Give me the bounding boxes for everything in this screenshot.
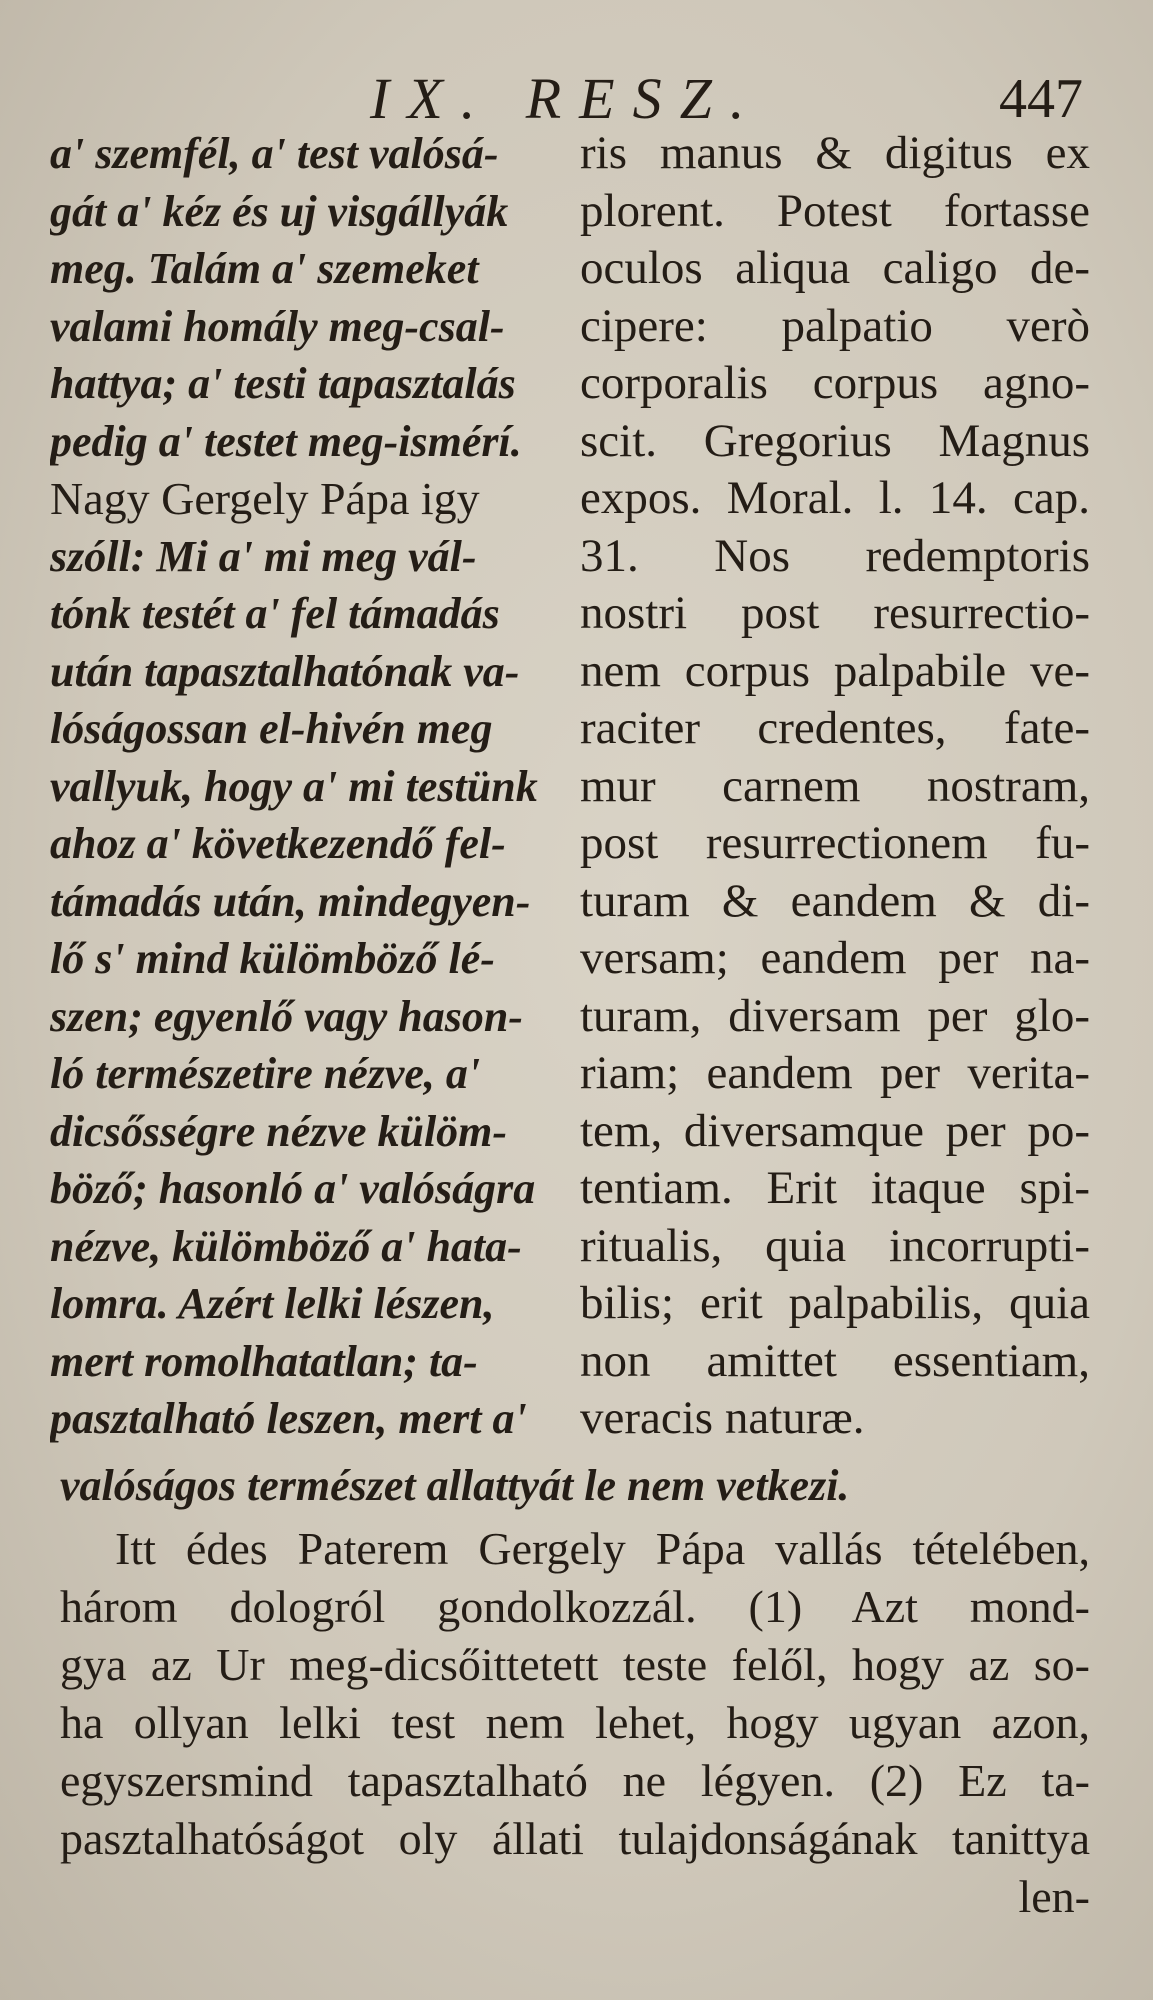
right-line: versam; eandem per na- (580, 932, 1090, 984)
left-line: nézve, külömböző a' hata- (50, 1221, 522, 1271)
left-line: vallyuk, hogy a' mi testünk (50, 761, 538, 811)
right-line: 31. Nos redemptoris (580, 529, 1090, 582)
right-line: bilis; erit palpabilis, quia (580, 1277, 1090, 1329)
right-line: tem, diversamque per po- (580, 1104, 1090, 1157)
right-line: nem corpus palpabile ve- (580, 644, 1090, 697)
left-line: gát a' kéz és uj visgállyák (50, 186, 509, 236)
right-line: tentiam. Erit itaque spi- (580, 1162, 1090, 1214)
spanning-italic-line: valóságos természet allattyát le nem vetkezi. (60, 1461, 850, 1510)
right-line: riam; eandem per verita- (580, 1047, 1090, 1099)
left-line: pasztalható leszen, mert a' (50, 1394, 527, 1443)
paragraph-line: gya az Ur meg-dicsőittetett teste felől, hogy az so- (60, 1639, 1090, 1690)
left-line: a' szemfél, a' test valósá- (50, 129, 499, 178)
right-line: scit. Gregorius Magnus (580, 414, 1090, 467)
right-line: non amittet essentiam, (580, 1334, 1090, 1387)
page-number: 447 (999, 68, 1083, 130)
left-line: után tapasztalhatónak va- (50, 646, 520, 696)
left-line: valami homály meg-csal- (50, 301, 505, 351)
left-line: hattya; a' testi tapasztalás (50, 359, 516, 408)
left-line: lomra. Azért lelki lészen, (50, 1279, 495, 1328)
right-line: plorent. Potest fortasse (580, 184, 1090, 237)
catchword: len- (1018, 1871, 1090, 1922)
left-line: szen; egyenlő vagy hason- (50, 991, 523, 1041)
paragraph-line: Itt édes Paterem Gergely Pápa vallás tételében, (115, 1523, 1090, 1574)
latin-column (580, 125, 1090, 1448)
left-line: meg. Talám a' szemeket (50, 244, 479, 293)
right-line: nostri post resurrectio- (580, 587, 1090, 639)
body-paragraph (60, 1520, 1090, 1926)
right-line: oculos aliqua caligo de- (580, 242, 1090, 294)
left-line: mert romolhatatlan; ta- (50, 1336, 478, 1386)
left-line: ahoz a' következendő fel- (50, 819, 506, 868)
page-header (0, 55, 1153, 135)
right-line: raciter credentes, fate- (580, 702, 1090, 754)
left-line: ló természetire nézve, a' (50, 1049, 481, 1098)
right-line: ris manus & digitus ex (580, 127, 1090, 179)
right-line: ritualis, quia incorrupti- (580, 1219, 1090, 1272)
left-line: Nagy Gergely Pápa igy (50, 473, 480, 524)
paragraph-line: egyszersmind tapasztalható ne légyen. (2) Ez ta- (60, 1755, 1090, 1806)
left-line: pedig a' testet meg-ismérí. (50, 416, 522, 466)
right-line: cipere: palpatio verò (580, 299, 1090, 352)
right-line: expos. Moral. l. 14. cap. (580, 472, 1090, 524)
left-line: támadás után, mindegyen- (50, 876, 531, 926)
right-line: post resurrectionem fu- (580, 817, 1090, 869)
running-head: IX. RESZ. (370, 66, 763, 131)
left-line: szóll: Mi a' mi meg vál- (50, 531, 477, 581)
left-line: dicsősségre nézve külöm- (50, 1106, 508, 1156)
left-line: lő s' mind külömböző lé- (50, 934, 495, 983)
right-line: turam & eandem & di- (580, 874, 1090, 927)
paragraph-line: pasztalhatóságot oly állati tulajdonságának tanittya (60, 1813, 1090, 1864)
right-line: turam, diversam per glo- (580, 989, 1090, 1042)
right-line: corporalis corpus agno- (580, 357, 1090, 409)
left-line: böző; hasonló a' valóságra (50, 1164, 536, 1213)
left-line: lóságossan el-hivén meg (50, 704, 493, 753)
hungarian-column (50, 125, 560, 1448)
left-line: tónk testét a' fel támadás (50, 589, 500, 638)
right-line: veracis naturæ. (580, 1392, 865, 1444)
paragraph-line: három dologról gondolkozzál. (1) Azt mond- (60, 1581, 1090, 1632)
right-line: mur carnem nostram, (580, 759, 1090, 812)
paragraph-line: ha ollyan lelki test nem lehet, hogy ugyan azon, (60, 1697, 1090, 1748)
